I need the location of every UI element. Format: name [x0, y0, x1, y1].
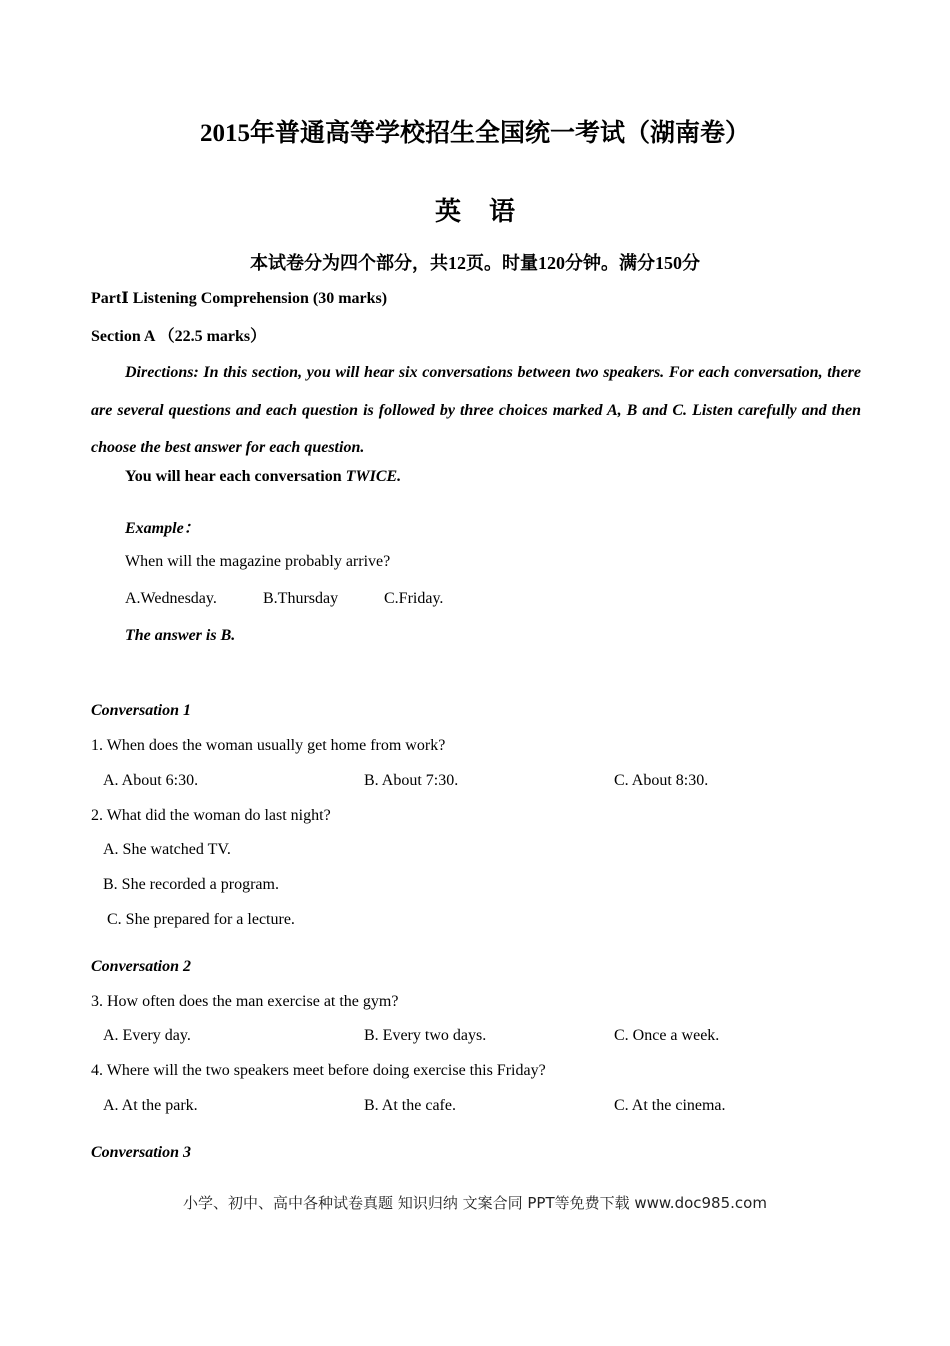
- question-3: 3. How often does the man exercise at the gym?: [91, 993, 399, 1010]
- conversation-1-label: Conversation 1: [91, 702, 192, 719]
- question-4-option-c: C. At the cinema.: [614, 1097, 726, 1114]
- example-option-b: B.Thursday: [263, 590, 339, 607]
- example-option-a: A.Wednesday.: [125, 590, 217, 607]
- twice-note: [125, 468, 401, 486]
- question-4-option-a: A. At the park.: [103, 1097, 198, 1114]
- example-question: When will the magazine probably arrive?: [125, 553, 391, 570]
- page-footer: 小学、初中、高中各种试卷真题 知识归纳 文案合同 PPT等免费下载 www.doc985.com: [183, 1194, 767, 1212]
- exam-title: 2015年普通高等学校招生全国统一考试（湖南卷）: [199, 120, 750, 147]
- example-label: Example：: [125, 520, 200, 537]
- question-1-option-c: C. About 8:30.: [614, 772, 709, 789]
- question-4-option-b: B. At the cafe.: [364, 1097, 456, 1114]
- subject-title: 英语: [434, 197, 543, 226]
- question-2-option-c: C. She prepared for a lecture.: [107, 911, 295, 928]
- twice-note-prefix: You will hear each conversation: [125, 468, 346, 485]
- exam-info: 本试卷分为四个部分，共12页。时量120分钟。满分150分: [250, 253, 700, 273]
- question-2-option-a: A. She watched TV.: [103, 841, 231, 858]
- question-2: 2. What did the woman do last night?: [91, 807, 331, 824]
- question-3-option-b: B. Every two days.: [364, 1027, 487, 1044]
- section-heading: Section A （22.5 marks）: [91, 328, 267, 345]
- conversation-3-label: Conversation 3: [91, 1144, 192, 1161]
- twice-note-emphasis: TWICE.: [345, 468, 402, 485]
- question-1-option-b: B. About 7:30.: [364, 772, 459, 789]
- question-1-option-a: A. About 6:30.: [103, 772, 199, 789]
- question-1: 1. When does the woman usually get home from work?: [91, 737, 446, 754]
- question-4: 4. Where will the two speakers meet before doing exercise this Friday?: [91, 1062, 546, 1079]
- directions-paragraph: Directions: In this section, you will hear six conversations between two speakers. For each conversation, there are several questions and each question is followed by three choices marked A, B and C. Listen carefully and then choose the best answer for each question.: [91, 364, 861, 456]
- question-2-option-b: B. She recorded a program.: [103, 876, 279, 893]
- question-3-option-a: A. Every day.: [103, 1027, 191, 1044]
- example-option-c: C.Friday.: [384, 590, 444, 607]
- conversation-2-label: Conversation 2: [91, 958, 192, 975]
- question-3-option-c: C. Once a week.: [614, 1027, 720, 1044]
- example-answer: The answer is B.: [125, 627, 236, 644]
- part-heading: PartⅠ Listening Comprehension (30 marks): [91, 290, 388, 307]
